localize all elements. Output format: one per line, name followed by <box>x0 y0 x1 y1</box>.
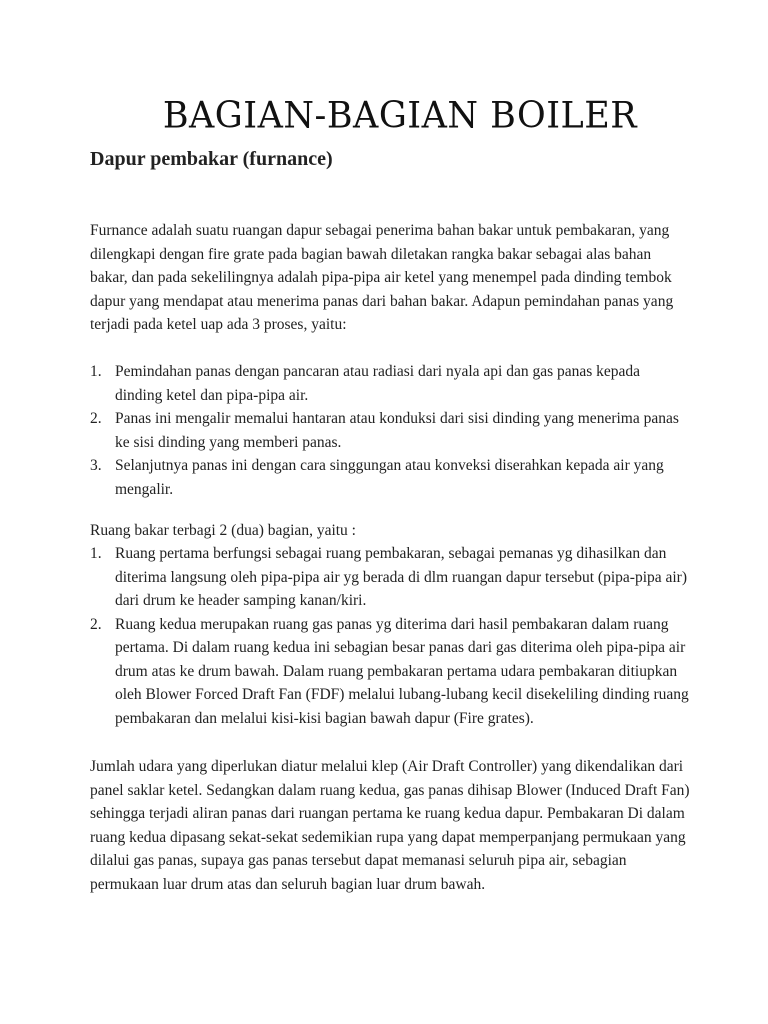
list-item-text: Ruang kedua merupakan ruang gas panas yg diterima dari hasil pembakaran dalam ruang pertama. Di dalam ruang kedua ini sebagian besar panas dari gas diterima oleh pipa-pipa air drum atas ke drum bawah. Dalam ruang pembakaran pertama udara pembakaran ditiupkan oleh Blower Forced Draft Fan (FDF) melalui lubang-lubang kecil disekeliling dinding ruang pembakaran dan melalui kisi-kisi bagian bawah dapur (Fire grates). <box>115 615 689 727</box>
list-item <box>90 613 690 731</box>
list-item <box>90 360 690 407</box>
document-title: BAGIAN-BAGIAN BOILER <box>162 95 638 137</box>
ruang-bakar-intro: Ruang bakar terbagi 2 (dua) bagian, yaitu : <box>90 522 356 539</box>
ruang-bakar-list <box>90 542 690 730</box>
list-number: 2. <box>90 410 102 427</box>
list-item-text: Pemindahan panas dengan pancaran atau radiasi dari nyala api dan gas panas kepada dinding ketel dan pipa-pipa air. <box>115 363 641 404</box>
intro-paragraph: Furnance adalah suatu ruangan dapur sebagai penerima bahan bakar untuk pembakaran, yang dilengkapi dengan fire grate pada bagian bawah diletakan rangka bakar sebagai alas bahan bakar, dan pada sekelilingnya adalah pipa-pipa air ketel yang menempel pada dinding tembok dapur yang mendapat atau menerima panas dari bahan bakar. Adapun pemindahan panas yang terjadi pada ketel uap ada 3 proses, yaitu: <box>90 222 674 333</box>
section-heading: Dapur pembakar (furnance) <box>90 148 333 170</box>
list-number: 1. <box>90 545 102 562</box>
closing-paragraph: Jumlah udara yang diperlukan diatur melalui klep (Air Draft Controller) yang dikendalikan dari panel saklar ketel. Sedangkan dalam ruang kedua, gas panas dihisap Blower (Induced Draft Fan) sehingga terjadi aliran panas dari ruangan pertama ke ruang kedua dapur. Pembakaran Di dalam ruang kedua dipasang sekat-sekat sedemikian rupa yang dapat memperpanjang permukaan yang dilalui gas panas, supaya gas panas tersebut dapat memanasi seluruh pipa air, sebagian permukaan luar drum atas dan seluruh bagian luar drum bawah. <box>90 758 690 893</box>
list-item-text: Selanjutnya panas ini dengan cara singgungan atau konveksi diserahkan kepada air yang mengalir. <box>115 457 664 498</box>
list-number: 2. <box>90 615 102 633</box>
list-number: 3. <box>90 457 102 474</box>
list-item <box>90 542 690 613</box>
heat-transfer-list <box>90 360 690 501</box>
list-item-text: Panas ini mengalir memalui hantaran atau konduksi dari sisi dinding yang menerima panas ke sisi dinding yang memberi panas. <box>115 410 679 451</box>
list-item <box>90 407 690 454</box>
list-number: 1. <box>90 363 102 380</box>
list-item-text: Ruang pertama berfungsi sebagai ruang pembakaran, sebagai pemanas yg dihasilkan dan diterima langsung oleh pipa-pipa air yg berada di dlm ruangan dapur tersebut (pipa-pipa air) dari drum ke header samping kanan/kiri. <box>115 545 688 609</box>
list-item <box>90 454 690 501</box>
